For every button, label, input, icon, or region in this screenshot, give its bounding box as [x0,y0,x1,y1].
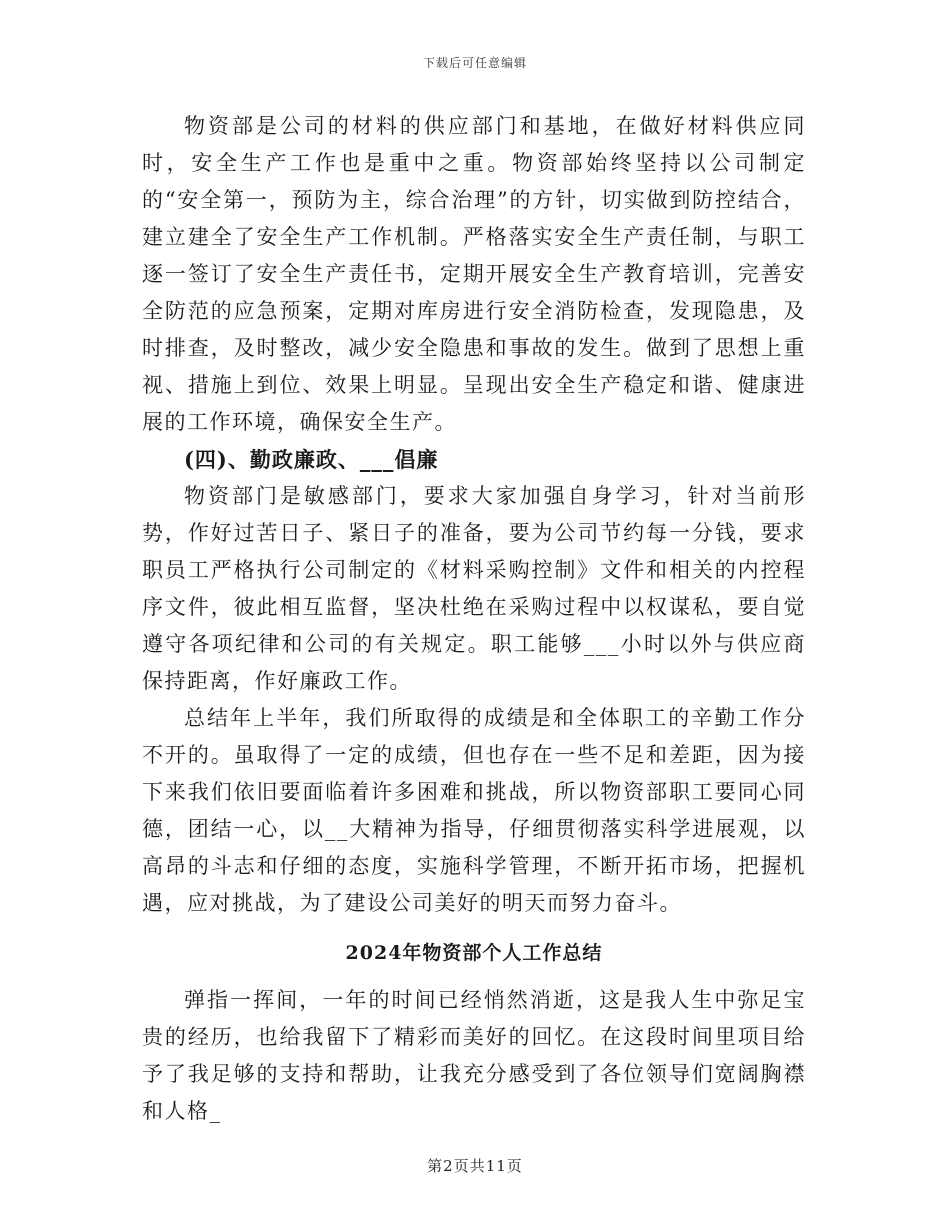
paragraph-personal-summary-intro: 弹指一挥间，一年的时间已经悄然消逝，这是我人生中弥足宝贵的经历，也给我留下了精彩而美好的回忆。在这段时间里项目给予了我足够的支持和帮助，让我充分感受到了各位领导们宽阔胸襟和人格_ [142,988,806,1123]
document-title: 2024年物资部个人工作总结 [345,942,603,964]
paragraph-integrity: 物资部门是敏感部门，要求大家加强自身学习，针对当前形势，作好过苦日子、紧日子的准备，要为公司节约每一分钱，要求职员工严格执行公司制定的《材料采购控制》文件和相关的内控程序文件，彼此相互监督，坚决杜绝在采购过程中以权谋私，要自觉遵守各项纪律和公司的有关规定。职工能够___小时以外与供应商保持距离，作好廉政工作。 [142,484,806,693]
paragraph-safety-production: 物资部是公司的材料的供应部门和基地，在做好材料供应同时，安全生产工作也是重中之重。物资部始终坚持以公司制定的“安全第一，预防为主，综合治理”的方针，切实做到防控结合，建立建全了安全生产工作机制。严格落实安全生产责任制，与职工逐一签订了安全生产责任书，定期开展安全生产教育培训，完善安全防范的应急预案，定期对库房进行安全消防检查，发现隐患，及时排查，及时整改，减少安全隐患和事故的发生。做到了思想上重视、措施上到位、效果上明显。呈现出安全生产稳定和谐、健康进展的工作环境，确保安全生产。 [142,114,806,434]
document-body [142,108,806,1130]
section-heading-integrity: (四)、勤政廉政、___倡廉 [184,447,439,472]
header-note: 下载后可任意编辑 [422,56,527,70]
page-indicator: 第2页共11页 [427,1157,523,1175]
paragraph-half-year-summary: 总结年上半年，我们所取得的成绩是和全体职工的辛勤工作分不开的。虽取得了一定的成绩，但也存在一些不足和差距，因为接下来我们依旧要面临着许多困难和挑战，所以物资部职工要同心同德，团结一心，以__大精神为指导，仔细贯彻落实科学进展观，以高昂的斗志和仔细的态度，实施科学管理，不断开拓市场，把握机遇，应对挑战，为了建设公司美好的明天而努力奋斗。 [142,706,806,915]
